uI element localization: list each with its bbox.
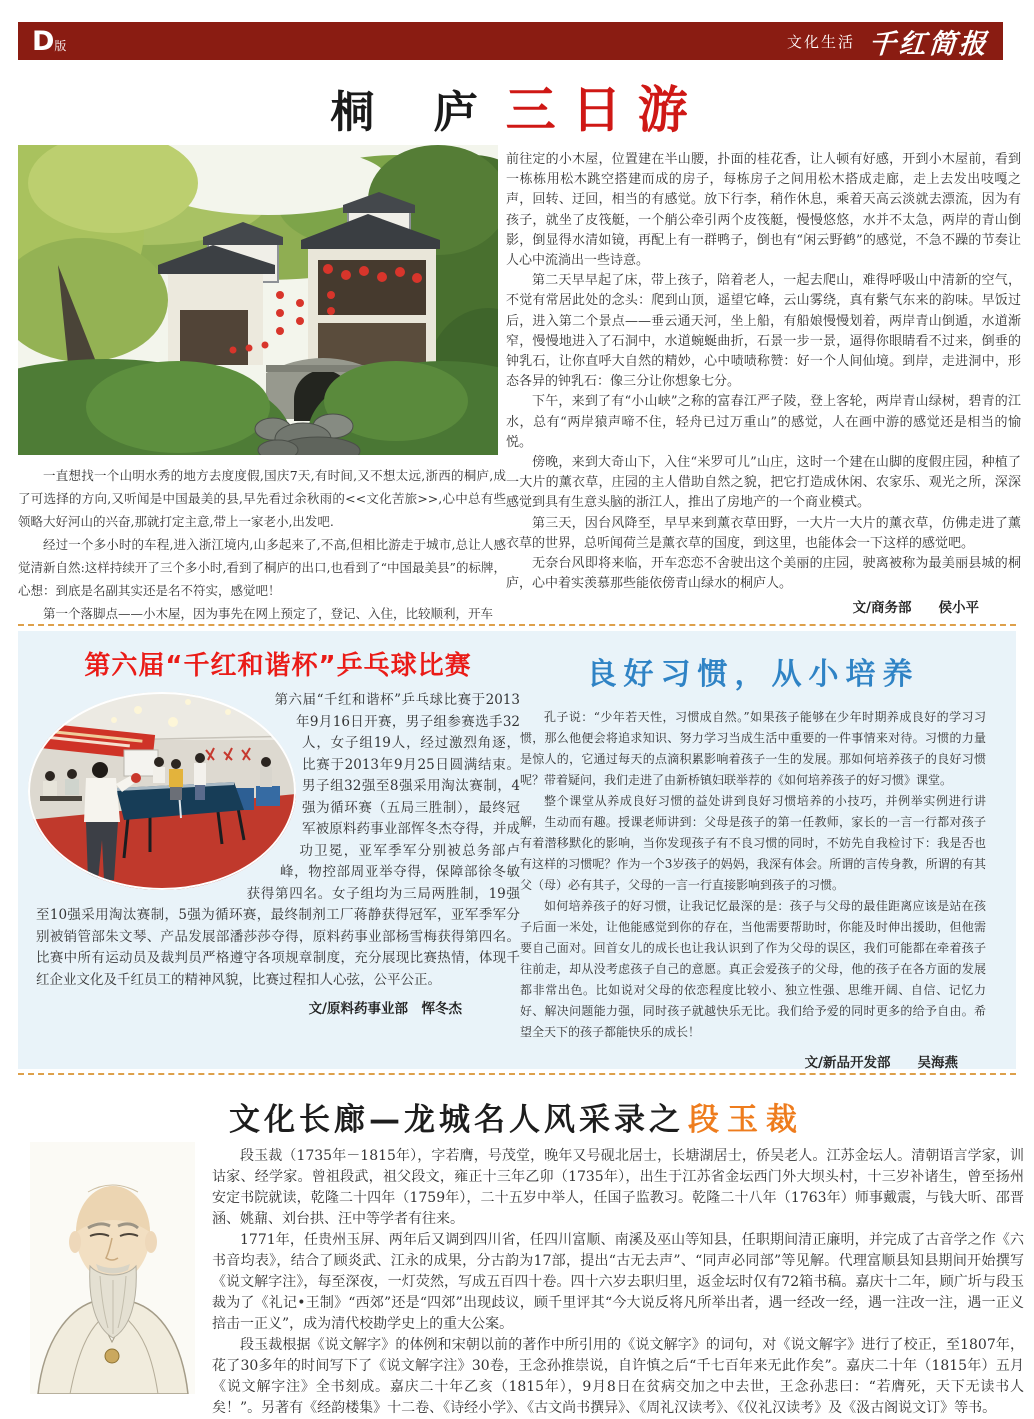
- habits-paragraph: 孔子说：“少年若天性，习惯成自然。”如果孩子能够在少年时期养成良好的学习习惯，那么他便会将追求知识、努力学习当成生活中重要的一件事情来对待。习惯的力量是惊人的，它通过每天的点滴积累影响着孩子一生的发展。那如何培养孩子的良好习惯呢？带着疑问，我们走进了由新桥镇妇联举荐的《如何培养孩子的好习惯》课堂。: [520, 710, 986, 787]
- travel-article-title: [0, 70, 1034, 142]
- habits-paragraph: 如何培养孩子的好习惯，让我记忆最深的是：孩子与父母的最佳距离应该是站在孩子后面一米处，让他能感觉到你的存在，当他需要帮助时，你能及时伸出援助，但他需要自己面对。回首女儿的成长也让我认识到了作为父母的误区，我们可能都在牵着孩子往前走，却从没考虑孩子自己的意愿。真正会爱孩子的父母，他的孩子在各方面的发展都非常出色。比如说对父母的依恋程度比较小、独立性强、思维开阔、自信、记忆力好、解决问题能力强，同时孩子就越快乐无比。我们给予爱的同时更多的给予自由。希望全天下的孩子都能快乐的成长！: [520, 899, 986, 1039]
- travel-paragraph: 下午，来到了有“小山峡”之称的富春江严子陵，登上客轮，两岸青山绿树，碧青的江水，总有“两岸猿声啼不住，轻舟已过万重山”的感觉，人在画中游的感觉还是相当的愉悦。: [506, 394, 1021, 450]
- travel-paragraph: 前往定的小木屋，位置建在半山腰，扑面的桂花香，让人顿有好感，开到小木屋前，看到一栋栋用松木跳空搭建而成的房子，每栋房子之间用松木搭成走廊，走上去发出吱嘎之声，回转、迂回，相当的有感觉。放下行李，稍作休息，乘着天高云淡就去漂流，因为有孩子，就坐了皮筏艇，一个艄公牵引两个皮筏艇，慢慢悠悠，水并不太急，两岸的青山倒影，倒显得水清如镜，再配上有一群鸭子，倒也有“闲云野鹤”的感觉，不急不躁的节奏让人心中流淌出一些诗意。: [506, 152, 1021, 269]
- travel-title-black: 桐 庐: [330, 87, 500, 138]
- duan-paragraph: 段玉裁根据《说文解字》的体例和宋朝以前的著作中所引用的《说文解字》的词句，对《说文解字》进行了校正，至1807年，花了30多年的时间写下了《说文解字注》30卷，王念孙推崇说，自许慎之后“千七百年来无此作矣”。嘉庆二十年（1815年）五月《说文解字注》全书刻成。嘉庆二十年乙亥（1815年），9月8日在贫病交加之中去世，王念孙悲曰：“若膺死，天下无读书人矣！”。另著有《经韵楼集》十二卷、《诗经小学》、《古文尚书撰异》、《周礼汉读考》、《仪礼汉读考》及《汲古阁说文订》等书。: [212, 1337, 1024, 1416]
- masthead-right: [787, 22, 989, 61]
- masthead-bar: [18, 22, 1003, 60]
- edition-letter: D: [32, 25, 55, 57]
- section-divider: [18, 1073, 1016, 1075]
- duan-paragraph: 1771年，任贵州玉屏、两年后又调到四川省，任四川富顺、南溪及巫山等知县，任职期间清正廉明，并完成了古音学之作《六书音均表》，结合了顾炎武、江永的成果，分古韵为17部，提出“古无去声”、“同声必同部”等见解。代理富顺县知县期间开始撰写《说文解字注》，每至深夜，一灯荧然，写成五百四十卷。四十六岁去职归里，返金坛时仅有72箱书稿。嘉庆十二年，顾广圻与段玉裁为了《礼记•王制》“西郊”还是“四郊”出现歧议，顾千里评其“今大说反将凡所举出者，遇一经改一经，遇一注改一注，遇一正义掊击一正义”，成为清代校勘学史上的重大公案。: [212, 1232, 1024, 1332]
- travel-paragraph: 一直想找一个山明水秀的地方去度度假,国庆7天,有时间,又不想太远,浙西的桐庐,成了可选择的方向,又听闻是中国最美的县,早先看过余秋雨的<<文化苦旅>>,心中总有些领略大好河山的兴奋,那就打定主意,带上一家老小,出发吧.: [18, 468, 506, 529]
- travel-title-red: 三日游: [505, 81, 704, 139]
- travel-paragraph: 第二天早早起了床，带上孩子，陪着老人，一起去爬山，难得呼吸山中清新的空气，不觉有常居此处的念头：爬到山顶，遥望它峰，云山雾绕，真有紫气东来的韵味。早饭过后，进入第二个景点——垂云通天河，坐上船，有船娘慢慢划着，两岸青山倒遁，水道渐窄，慢慢地进入了石洞中，水道蜿蜒曲折，石景一步一景，逼得你眼睛看不过来，倒垂的钟乳石，让你直呼大自然的精妙，心中啧啧称赞：好一个人间仙境。到岸，走进洞中，形态各异的钟乳石：像三分让你想象七分。: [506, 273, 1021, 390]
- middle-section: [18, 631, 1016, 1069]
- travel-paragraph: 第三天，因台风降至，早早来到薰衣草田野，一大片一大片的薰衣草，仿佛走进了薰衣草的世界，总听闻荷兰是薰衣草的国度，到这里，也能体会一下这样的感觉吧。: [506, 515, 1021, 551]
- pingpong-photo: [28, 692, 296, 890]
- travel-byline: 文/商务部 侯小平: [852, 600, 979, 617]
- duan-article-title: [0, 1094, 1034, 1139]
- masthead-title: 千红简报: [867, 28, 990, 60]
- section-label: 文化生活: [786, 32, 855, 51]
- travel-paragraph: 第一个落脚点——小木屋，因为事先在网上预定了，登记、入住，比较顺利，开车: [43, 606, 494, 621]
- travel-right-column: [506, 150, 1021, 619]
- travel-left-column: [18, 464, 506, 625]
- travel-paragraph: 傍晚，来到大奇山下，入住“米罗可儿”山庄，这时一个建在山脚的度假庄园，种植了一大片的薰衣草，庄园的主人借助自然之貌，把它打造成休闲、农家乐、观光之所，深深感觉到具有生意头脑的浙江人，推出了房地产的一个商业模式。: [506, 455, 1021, 511]
- travel-paragraph: 无奈台风即将来临，开车恋恋不舍驶出这个美丽的庄园，驶离被称为最美丽县城的桐庐，心中着实羡慕那些能依傍青山绿水的桐庐人。: [506, 556, 1021, 592]
- duan-title-orange: 段玉裁: [688, 1102, 805, 1138]
- travel-paragraph: 经过一个多小时的车程,进入浙江境内,山多起来了,不高,但相比游走于城市,总让人感觉清新自然:这样持续开了三个多小时,看到了桐庐的出口,也看到了“中国最美县”的标牌，心想：到底是名副其实还是名不符实，感觉吧！: [18, 537, 506, 598]
- edition-suffix: 版: [54, 38, 67, 53]
- duan-yucai-portrait: [30, 1142, 195, 1394]
- pingpong-byline: 文/原料药事业部 恽冬杰: [308, 1001, 462, 1017]
- edition-label: [32, 25, 67, 57]
- duan-title-black: 文化长廊—龙城名人风采录之: [229, 1102, 684, 1138]
- habits-paragraph: 整个课堂从养成良好习惯的益处讲到良好习惯培养的小技巧，并例举实例进行讲解，生动而有趣。授课老师讲到：父母是孩子的第一任教师，家长的一言一行都对孩子有着潜移默化的影响，当你发现孩子有不良习惯的同时，不妨先自我检讨下：我是否也有这样的习惯呢？作为一个3岁孩子的妈妈，我深有体会。所谓的言传身教，所谓的有其父（母）必有其子，父母的一言一行直接影响到孩子的习惯。: [520, 794, 986, 892]
- duan-text-column: [212, 1146, 1024, 1419]
- duan-paragraph: 段玉裁（1735年－1815年），字若膺，号茂堂，晚年又号砚北居士，长塘湖居士，侨吴老人。江苏金坛人。清朝语言学家，训诂家、经学家。曾祖段武，祖父段文，雍正十三年乙卯（1735年），出生于江苏省金坛西门外大坝头村，十三岁补诸生，曾至扬州安定书院就读，乾隆二十四年（1759年），二十五岁中举人，任国子监教习。乾隆二十八年（1763年）师事戴震，与钱大昕、邵晋涵、姚鼐、刘台拱、汪中等学者有往来。: [212, 1148, 1024, 1227]
- habits-title: 良好习惯，从小培养: [586, 657, 920, 692]
- tonglu-village-photo: [18, 145, 498, 455]
- section-divider: [18, 624, 1016, 626]
- pingpong-body: [36, 690, 520, 991]
- habits-article: [520, 645, 986, 1071]
- pingpong-title: 第六届“千红和谐杯”乒乓球比赛: [84, 651, 472, 681]
- habits-body: [520, 707, 986, 1043]
- habits-byline: 文/新品开发部 吴海燕: [804, 1055, 958, 1071]
- pingpong-paragraph: 第六届“千红和谐杯”乒乓球比赛于2013年9月16日开赛，男子组参赛选手32人，女子组19人，经过激烈角逐，比赛于2013年9月25日圆满结束。男子组32强至8强采用淘汰赛制，4强为循环赛（五局三胜制），最终冠军被原料药事业部恽冬杰夺得，并成功卫冕，亚军季军分别被总务部卢峰，物控部周亚举夺得，保障部徐冬敏获得第四名。女子组均为三局两胜制，19强至10强采用淘汰赛制，5强为循环赛，最终制剂工厂蒋静获得冠军，亚军季军分别被销管部朱文琴、产品发展部潘莎莎夺得，原料药事业部杨雪梅获得第四名。比赛中所有运动员及裁判员严格遵守各项规章制度，充分展现比赛热情，体现千红企业文化及千红员工的精神风貌，比赛过程扣人心弦，公平公正。: [36, 692, 520, 988]
- pingpong-article: [36, 643, 520, 1017]
